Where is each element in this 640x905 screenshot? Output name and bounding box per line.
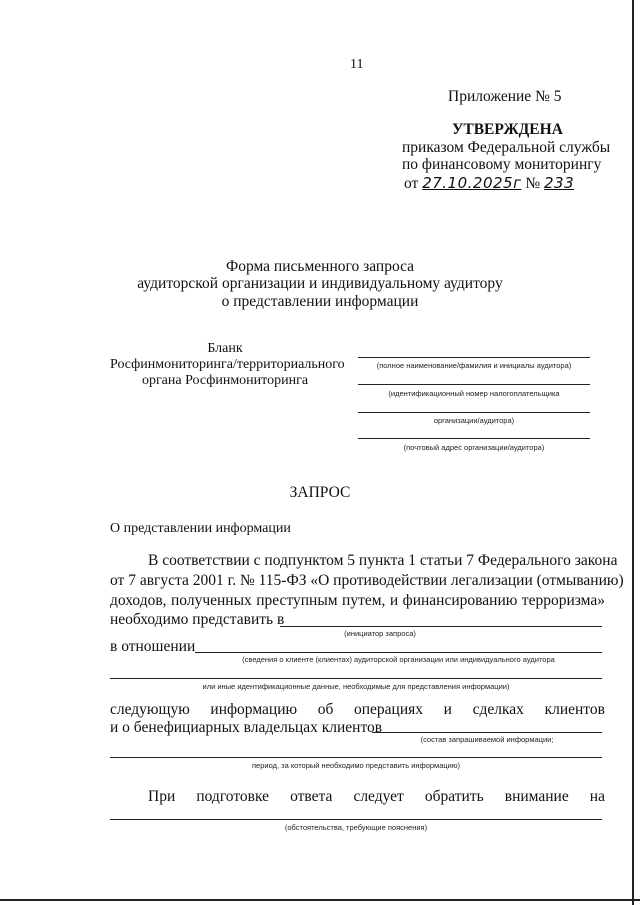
word: обратить [424, 788, 484, 805]
initiator-caption: (инициатор запроса) [344, 629, 416, 638]
period-field[interactable] [110, 757, 602, 758]
info-composition-field[interactable] [372, 732, 602, 733]
page-border-bottom [0, 899, 640, 901]
word: полученных [171, 592, 252, 609]
initiator-field[interactable] [280, 626, 602, 627]
appendix-label: Приложение № 5 [448, 88, 562, 105]
recipient-address-field[interactable] [358, 438, 590, 439]
blank-line-1: Бланк [207, 341, 243, 356]
in-relation-label: в отношении [110, 638, 196, 655]
word: сделках [472, 701, 524, 718]
recipient-name-field[interactable] [358, 357, 590, 358]
para1-line-4: необходимо представить в [110, 611, 285, 628]
recipient-inn-caption: (идентификационный номер налогоплательщика [388, 389, 560, 398]
order-line-2: по финансовому мониторингу [402, 156, 602, 173]
recipient-inn-field[interactable] [358, 384, 590, 385]
para2-line-1 [110, 701, 605, 719]
number-prefix: № [525, 175, 541, 192]
word: При [148, 788, 176, 805]
client-info-field[interactable] [195, 652, 602, 653]
word: информацию [210, 701, 298, 718]
handwritten-date: 27.10.2025г [422, 174, 522, 192]
form-title-line-1: Форма письменного запроса [225, 258, 415, 275]
word: следующую [110, 701, 190, 718]
request-title: ЗАПРОС [289, 484, 351, 501]
blank-line-3: органа Росфинмониторинга [141, 373, 309, 388]
recipient-address-caption: (почтовый адрес организации/аудитора) [403, 443, 545, 452]
info-composition-caption: (состав запрашиваемой информации; [420, 735, 554, 744]
form-title-line-2: аудиторской организации и индивидуальному аудитору [137, 275, 503, 292]
word: терроризма» [521, 592, 605, 609]
word: путем, [342, 592, 386, 609]
word: и [389, 592, 399, 609]
word: следует [353, 788, 404, 805]
word: доходов, [110, 592, 167, 609]
from-prefix: от [404, 175, 419, 192]
recipient-inn-field-2[interactable] [358, 412, 590, 413]
word: на [589, 788, 605, 805]
recipient-name-caption: (полное наименование/фамилия и инициалы аудитора) [376, 361, 572, 370]
order-line-1: приказом Федеральной службы [402, 139, 611, 156]
word: преступным [256, 592, 338, 609]
para1-line-1: В соответствии с подпунктом 5 пункта 1 статьи 7 Федерального закона [148, 552, 618, 569]
handwritten-number: 233 [544, 174, 575, 192]
para3-line-1 [148, 788, 605, 806]
request-subject: О представлении информации [110, 521, 291, 536]
client-other-caption: или иные идентификационные данные, необходимые для представления информации) [202, 682, 510, 691]
circumstances-caption: (обстоятельства, требующие пояснения) [284, 823, 428, 832]
page-border-right [632, 0, 634, 905]
approved-label: УТВЕРЖДЕНА [452, 121, 563, 138]
recipient-inn-caption-2: организации/аудитора) [433, 416, 515, 425]
client-other-field[interactable] [110, 678, 602, 679]
order-date-row [404, 174, 574, 193]
word: ответа [290, 788, 333, 805]
blank-line-2: Росфинмониторинга/территориального [110, 357, 345, 372]
client-info-caption: (сведения о клиенте (клиентах) аудиторской организации или индивидуального аудитора [242, 655, 555, 664]
word: операциях [354, 701, 424, 718]
circumstances-field[interactable] [110, 819, 602, 820]
word: и [443, 701, 452, 718]
page-number: 11 [350, 57, 364, 72]
word: финансированию [402, 592, 518, 609]
word: подготовке [196, 788, 269, 805]
para1-line-2: от 7 августа 2001 г. № 115-ФЗ «О противодействии легализации (отмыванию) [110, 572, 624, 589]
word: клиентов [544, 701, 605, 718]
word: внимание [504, 788, 569, 805]
period-caption: период, за который необходимо представить информацию) [251, 761, 460, 770]
para1-line-3 [110, 592, 605, 610]
word: об [317, 701, 334, 718]
para2-line-2: и о бенефициарных владельцах клиентов [110, 719, 383, 736]
form-title-line-3: о представлении информации [221, 293, 419, 310]
